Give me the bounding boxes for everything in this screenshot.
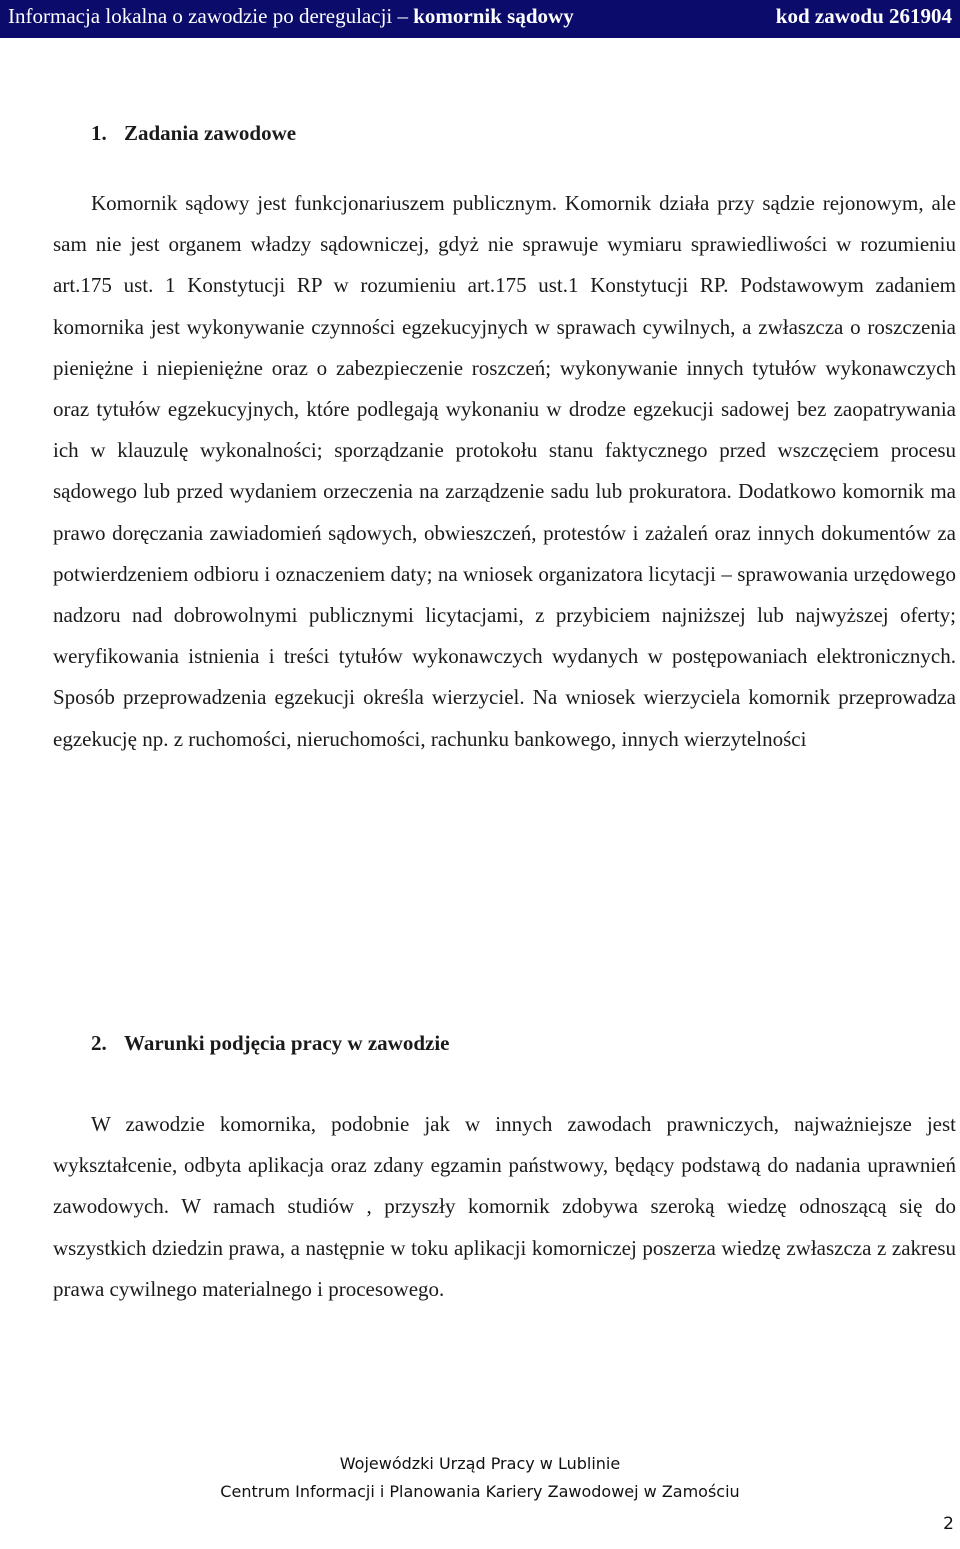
section-heading-2 bbox=[91, 1031, 450, 1056]
footer-institution: Wojewódzki Urząd Pracy w Lublinie bbox=[339, 1454, 621, 1473]
section-title: Zadania zawodowe bbox=[124, 121, 297, 145]
section-number: 2. bbox=[91, 1031, 107, 1055]
section-heading-1 bbox=[91, 121, 296, 146]
section-title: Warunki podjęcia pracy w zawodzie bbox=[124, 1031, 450, 1055]
header-title-prefix: Informacja lokalna o zawodzie po deregulacji – bbox=[8, 4, 414, 28]
section-paragraph-2: W zawodzie komornika, podobnie jak w innych zawodach prawniczych, najważniejsze jest wykształcenie, odbyta aplikacja oraz zdany egzamin państwowy, będący podstawą do nadania uprawnień zawodowych. W ramach studiów , przyszły komornik zdobywa szeroką wiedzę odnoszącą się do wszystkich dziedzin prawa, a następnie w toku aplikacji komorniczej poszerza wiedzę zwłaszcza z zakresu prawa cywilnego materialnego i procesowego. bbox=[53, 1112, 956, 1301]
footer-department: Centrum Informacji i Planowania Kariery Zawodowej w Zamościu bbox=[220, 1482, 740, 1501]
section-paragraph-1: Komornik sądowy jest funkcjonariuszem publicznym. Komornik działa przy sądzie rejonowym, ale sam nie jest organem władzy sądowniczej, gdyż nie sprawuje wymiaru sprawiedliwości w rozumieniu art.175 ust. 1 Konstytucji RP w rozumieniu art.175 ust.1 Konstytucji RP. Podstawowym zadaniem komornika jest wykonywanie czynności egzekucyjnych w sprawach cywilnych, a zwłaszcza o roszczenia pieniężne i niepieniężne oraz o zabezpieczenie roszczeń; wykonywanie innych tytułów wykonawczych oraz tytułów egzekucyjnych, które podlegają wykonaniu w drodze egzekucji sadowej bez zaopatrywania ich w klauzulę wykonalności; sporządzanie protokołu stanu faktycznego przed wszczęciem procesu sądowego lub przed wydaniem orzeczenia na zarządzenie sadu lub prokuratora. Dodatkowo komornik ma prawo doręczania zawiadomień sądowych, obwieszczeń, protestów i zażaleń oraz innych dokumentów za potwierdzeniem odbioru i oznaczeniem daty; na wniosek organizatora licytacji – sprawowania urzędowego nadzoru nad dobrowolnymi publicznymi licytacjami, z przybiciem najniższej lub najwyższej oferty; weryfikowania istnienia i treści tytułów wykonawczych wydanych w postępowaniach elektronicznych. Sposób przeprowadzenia egzekucji określa wierzyciel. Na wniosek wierzyciela komornik przeprowadza egzekucję np. z ruchomości, nieruchomości, rachunku bankowego, innych wierzytelności bbox=[53, 191, 956, 751]
section-number: 1. bbox=[91, 121, 107, 145]
document-header bbox=[0, 0, 960, 38]
header-title bbox=[8, 4, 574, 29]
header-occupation: komornik sądowy bbox=[413, 4, 574, 28]
page-number: 2 bbox=[943, 1514, 954, 1534]
header-occupation-code: kod zawodu 261904 bbox=[775, 4, 952, 28]
